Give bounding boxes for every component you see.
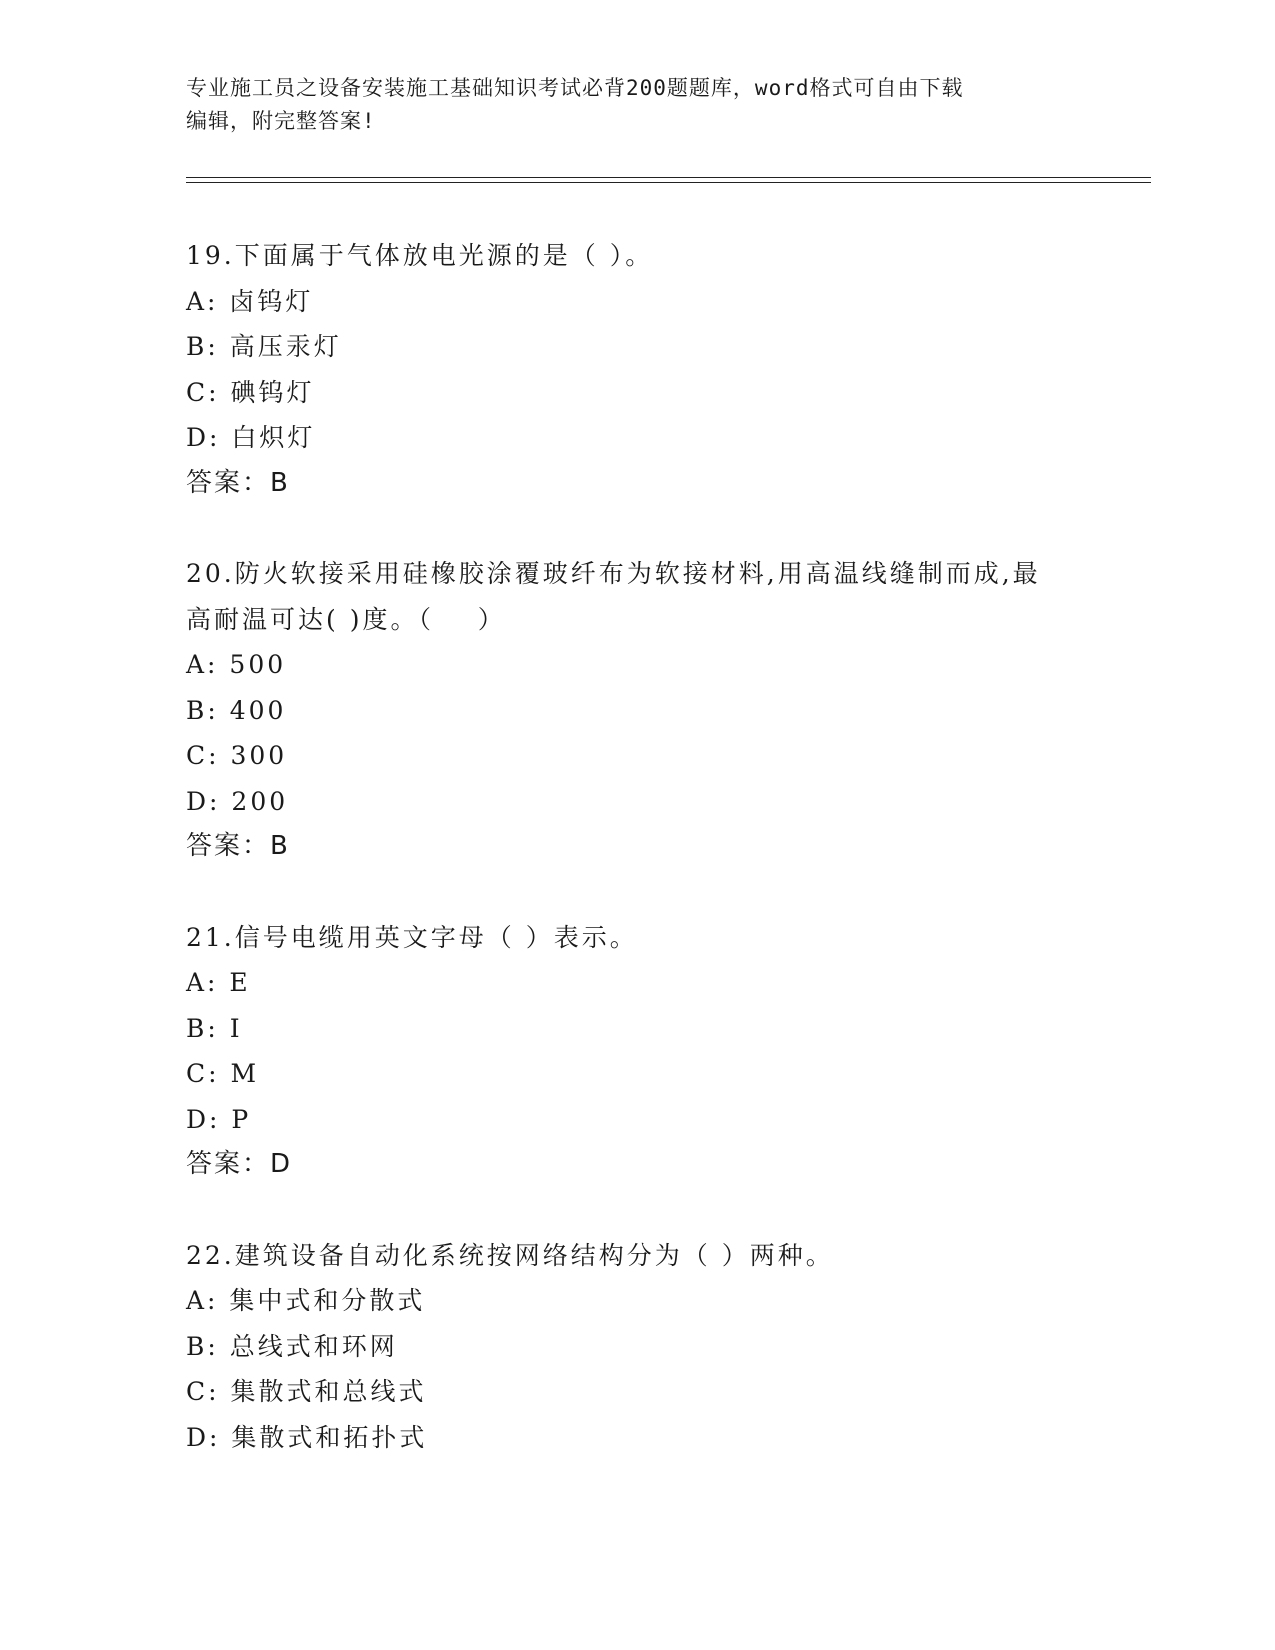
option-d: D: 200 xyxy=(186,786,289,816)
option-d: D: P xyxy=(186,1104,252,1134)
question-list xyxy=(186,233,1126,1505)
answer-label: 答案：D xyxy=(186,1149,293,1179)
option-c: C: M xyxy=(186,1059,260,1088)
question-22 xyxy=(186,1233,1126,1461)
question-stem: 19.下面属于气体放电光源的是（ ）。 xyxy=(186,241,654,270)
question-20 xyxy=(186,551,1126,870)
header-line-2: 编辑，附完整答案! xyxy=(186,109,376,133)
option-b: B: 400 xyxy=(186,695,287,725)
question-stem: 21.信号电缆用英文字母（ ）表示。 xyxy=(186,922,638,952)
option-c: C: 碘钨灯 xyxy=(186,377,315,407)
question-stem: 22.建筑设备自动化系统按网络结构分为（ ）两种。 xyxy=(186,1240,834,1270)
option-a: A: 集中式和分散式 xyxy=(186,1286,426,1315)
header-divider-top xyxy=(186,177,1151,178)
option-c: C: 集散式和总线式 xyxy=(186,1377,427,1406)
header-divider-bottom xyxy=(186,182,1151,183)
answer-label: 答案：B xyxy=(186,467,290,498)
option-a: A: E xyxy=(186,968,251,997)
option-a: A: 500 xyxy=(186,650,287,679)
option-b: B: 高压汞灯 xyxy=(186,332,342,361)
option-d: D: 白炽灯 xyxy=(186,423,316,452)
document-header xyxy=(186,72,1066,138)
question-stem: 20.防火软接采用硅橡胶涂覆玻纤布为软接材料,用高温线缝制而成,最 xyxy=(186,559,1041,588)
option-c: C: 300 xyxy=(186,741,288,770)
option-d: D: 集散式和拓扑式 xyxy=(186,1422,428,1452)
option-b: B: I xyxy=(186,1013,243,1043)
option-b: B: 总线式和环网 xyxy=(186,1331,398,1361)
answer-label: 答案：B xyxy=(186,831,290,861)
question-19 xyxy=(186,233,1126,506)
question-21 xyxy=(186,915,1126,1188)
option-a: A: 卤钨灯 xyxy=(186,286,314,316)
question-stem-continued: 高耐温可达( )度。（ ） xyxy=(186,604,506,634)
header-line-1: 专业施工员之设备安装施工基础知识考试必背200题题库，word格式可自由下载 xyxy=(186,76,964,100)
